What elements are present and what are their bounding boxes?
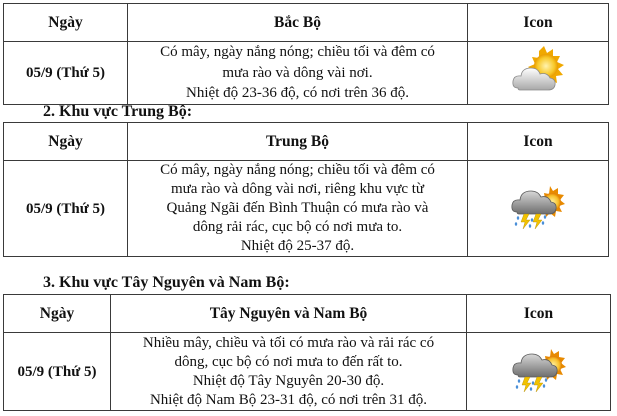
description-line: dông, cục bộ có nơi mưa to đến rất to. [174, 353, 403, 370]
thunderstorm-sun-icon [510, 180, 566, 232]
table-header-row [4, 4, 609, 42]
column-header-date: Ngày [4, 123, 128, 161]
description-line: Quảng Ngãi đến Bình Thuận có mưa rào và [166, 200, 429, 216]
forecast-icon-cell [468, 161, 609, 257]
description-line: mưa rào và dông vài nơi. [222, 64, 373, 81]
column-header-icon: Icon [468, 123, 609, 161]
forecast-table-trung-bo [3, 122, 609, 257]
forecast-description [128, 42, 468, 105]
partly-cloudy-sun-icon [510, 44, 566, 96]
table-row [4, 333, 611, 411]
table-header-row [4, 123, 609, 161]
description-line: dông rải rác, cục bộ có nơi mưa to. [192, 219, 403, 235]
forecast-table-bac-bo [3, 3, 609, 105]
description-line: Nhiệt độ 25-37 độ. [240, 238, 355, 254]
column-header-region: Trung Bộ [128, 123, 468, 161]
column-header-region: Bắc Bộ [128, 4, 468, 42]
thunderstorm-sun-icon [511, 343, 567, 395]
table-row [4, 42, 609, 105]
column-header-region: Tây Nguyên và Nam Bộ [111, 295, 467, 333]
forecast-date: 05/9 (Thứ 5) [4, 42, 128, 105]
description-line: Nhiệt độ 23-36 độ, có nơi trên 36 độ. [186, 85, 409, 101]
forecast-description [111, 333, 467, 411]
forecast-icon-cell [468, 42, 609, 105]
forecast-icon-cell [467, 333, 611, 411]
section-heading-trung-bo: 2. Khu vực Trung Bộ: [43, 103, 193, 120]
column-header-date: Ngày [4, 4, 128, 42]
description-line: Nhiều mây, chiều và tối có mưa rào và rải rác có [142, 334, 435, 351]
column-header-icon: Icon [467, 295, 611, 333]
description-line: Nhiệt độ Tây Nguyên 20-30 độ. [192, 372, 385, 389]
forecast-description [128, 161, 468, 257]
table-header-row [4, 295, 611, 333]
column-header-icon: Icon [468, 4, 609, 42]
description-line: Có mây, ngày nắng nóng; chiều tối và đêm có [160, 44, 435, 60]
table-row [4, 161, 609, 257]
forecast-table-tay-nguyen-nam-bo [3, 294, 611, 411]
column-header-date: Ngày [4, 295, 111, 333]
section-heading-tay-nguyen-nam-bo: 3. Khu vực Tây Nguyên và Nam Bộ: [43, 274, 290, 291]
description-line: Có mây, ngày nắng nóng; chiều tối và đêm có [160, 162, 435, 178]
description-line: mưa rào và dông vài nơi, riêng khu vực từ [170, 181, 425, 197]
description-line: Nhiệt độ Nam Bộ 23-31 độ, có nơi trên 31 độ. [149, 391, 428, 408]
forecast-date: 05/9 (Thứ 5) [4, 333, 111, 411]
forecast-date: 05/9 (Thứ 5) [4, 161, 128, 257]
